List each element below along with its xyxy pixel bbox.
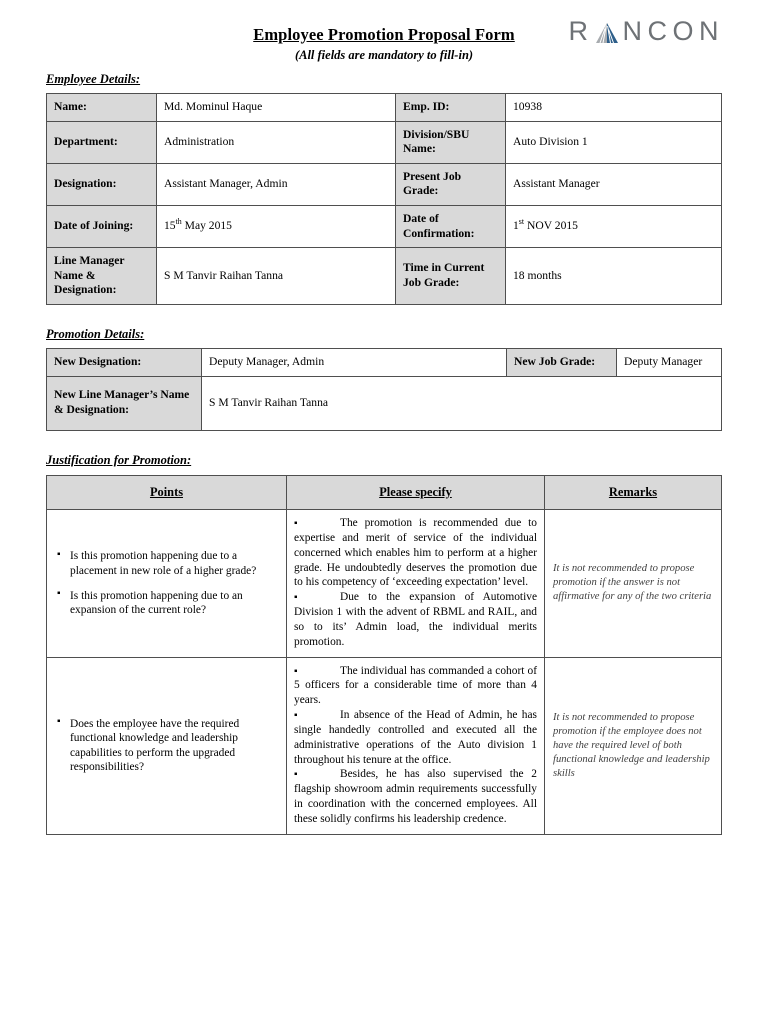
column-header-specify-label: Please specify <box>379 484 452 499</box>
label-date-of-confirmation: Date of Confirmation: <box>396 205 506 247</box>
value-line-manager: S M Tanvir Raihan Tanna <box>157 248 396 305</box>
value-emp-id: 10938 <box>506 94 722 122</box>
label-designation: Designation: <box>47 163 157 205</box>
column-header-points <box>47 475 287 510</box>
specify-paragraph <box>294 590 537 649</box>
table-row <box>47 348 722 376</box>
value-name: Md. Mominul Haque <box>157 94 396 122</box>
column-header-remarks <box>545 475 722 510</box>
confirmation-ordinal: st <box>518 217 525 227</box>
label-line-manager: Line Manager Name & Designation: <box>47 248 157 305</box>
joining-ordinal: th <box>175 217 182 227</box>
value-department: Administration <box>157 121 396 163</box>
list-item: ▪ Is this promotion happening due to an expansion of the current role? <box>57 589 278 618</box>
column-header-points-label: Points <box>149 484 184 499</box>
label-new-job-grade: New Job Grade: <box>507 348 617 376</box>
document-header <box>0 0 768 72</box>
value-time-in-current-grade: 18 months <box>506 248 722 305</box>
table-row <box>47 163 722 205</box>
specify-paragraph-text: Besides, he has also supervised the 2 flagship showroom admin requirements successfully in coordination with the concerned employees. All these solidly confirms his leadership credence. <box>294 768 537 825</box>
label-new-line-manager: New Line Manager’s Name & Designation: <box>47 376 202 430</box>
confirmation-day: 1 <box>513 219 519 233</box>
table-row <box>47 205 722 247</box>
table-header-row <box>47 475 722 510</box>
rancon-triangle-mark-icon <box>594 20 620 46</box>
table-row <box>47 121 722 163</box>
specify-paragraph <box>294 708 537 767</box>
remarks-cell: It is not recommended to propose promotion if the answer is not affirmative for any of the two criteria <box>545 510 722 657</box>
specify-paragraph-text: The individual has commanded a cohort of 5 officers for a considerable time of more than 4 years. <box>294 664 537 707</box>
logo-letters-ncon: NCON <box>622 15 724 46</box>
justification-table <box>46 475 722 835</box>
value-date-of-confirmation <box>506 205 722 247</box>
rancon-logo <box>569 14 725 48</box>
square-bullet-icon <box>294 664 340 679</box>
employee-details-table <box>46 93 722 305</box>
specify-paragraph-text: Due to the expansion of Automotive Division 1 with the advent of RBML and RAIL, and so to its’ Admin load, the individual merits promotion. <box>294 591 537 648</box>
value-division-sbu: Auto Division 1 <box>506 121 722 163</box>
label-department: Department: <box>47 121 157 163</box>
points-cell <box>47 510 287 657</box>
points-list <box>57 549 278 617</box>
list-item: ▪ Does the employee have the required functional knowledge and leadership capabilities to perform the upgraded responsibilities? <box>57 717 278 774</box>
points-list <box>57 717 278 774</box>
specify-paragraph-text: In absence of the Head of Admin, he has single handedly controlled and executed all the administrative operations of the Auto division 1 throughout his tenure at the office. <box>294 709 537 766</box>
value-designation: Assistant Manager, Admin <box>157 163 396 205</box>
logo-text <box>568 15 725 46</box>
specify-paragraph <box>294 767 537 826</box>
table-row <box>47 376 722 430</box>
label-date-of-joining: Date of Joining: <box>47 205 157 247</box>
label-present-job-grade: Present Job Grade: <box>396 163 506 205</box>
page-subtitle: (All fields are mandatory to fill-in) <box>294 48 474 62</box>
remarks-cell: It is not recommended to propose promotion if the employee does not have the required level of both functional knowledge and leadership skills <box>545 657 722 834</box>
employee-details-label: Employee Details: <box>46 72 141 86</box>
value-new-job-grade: Deputy Manager <box>617 348 722 376</box>
logo-letter-r: R <box>568 15 594 46</box>
label-emp-id: Emp. ID: <box>396 94 506 122</box>
square-bullet-icon <box>294 708 340 723</box>
specify-paragraph-text: The promotion is recommended due to expertise and merit of service of the individual concerned which enables him to perform at a higher grade. He undoubtedly deserves the promotion due to his competency of ‘exceeding expectation’ level. <box>294 517 537 589</box>
table-row <box>47 94 722 122</box>
column-header-remarks-label: Remarks <box>608 484 658 499</box>
promotion-details-label: Promotion Details: <box>46 326 145 341</box>
value-new-designation: Deputy Manager, Admin <box>202 348 507 376</box>
page-title: Employee Promotion Proposal Form <box>253 25 515 44</box>
value-new-line-manager: S M Tanvir Raihan Tanna <box>202 376 722 430</box>
value-present-job-grade: Assistant Manager <box>506 163 722 205</box>
table-row <box>47 510 722 657</box>
label-time-in-current-grade: Time in Current Job Grade: <box>396 248 506 305</box>
justification-label: Justification for Promotion: <box>46 452 192 467</box>
table-row <box>47 657 722 834</box>
column-header-specify <box>287 475 545 510</box>
specify-cell <box>287 657 545 834</box>
specify-paragraph <box>294 664 537 708</box>
points-cell <box>47 657 287 834</box>
square-bullet-icon <box>294 590 340 605</box>
table-row <box>47 248 722 305</box>
specify-cell <box>287 510 545 657</box>
promotion-details-table <box>46 348 722 431</box>
value-date-of-joining <box>157 205 396 247</box>
joining-day: 15 <box>164 219 176 233</box>
specify-paragraph <box>294 516 537 590</box>
list-item: ▪ Is this promotion happening due to a placement in new role of a higher grade? <box>57 549 278 578</box>
square-bullet-icon <box>294 516 340 531</box>
label-new-designation: New Designation: <box>47 348 202 376</box>
square-bullet-icon <box>294 767 340 782</box>
label-division-sbu: Division/SBU Name: <box>396 121 506 163</box>
label-name: Name: <box>47 94 157 122</box>
confirmation-month-year: NOV 2015 <box>524 219 578 233</box>
joining-month-year: May 2015 <box>181 219 232 233</box>
